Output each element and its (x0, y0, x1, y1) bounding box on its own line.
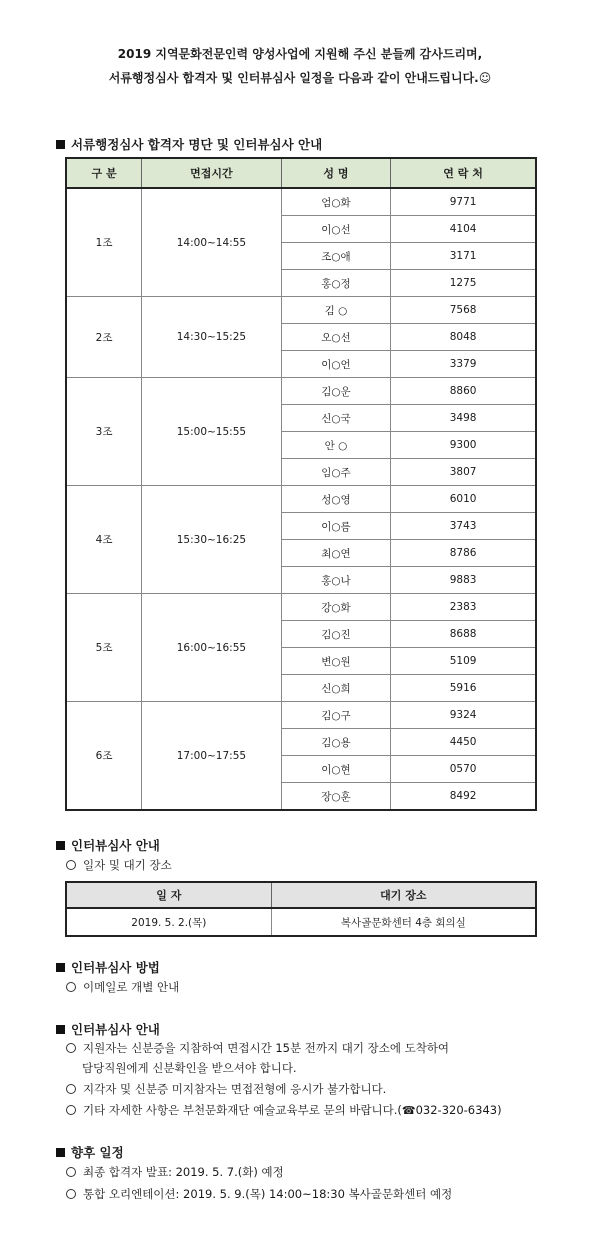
name-cell: 이○현 (281, 756, 390, 783)
name-cell: 안 ○ (281, 432, 390, 459)
name-cell: 김 ○ (281, 297, 390, 324)
square-bullet-icon (56, 963, 65, 972)
interview-date: 2019. 5. 2.(목) (66, 908, 271, 936)
circle-bullet-icon (66, 1105, 76, 1115)
section-title-results: 서류행정심사 합격자 명단 및 인터뷰심사 안내 (56, 135, 322, 153)
contact-cell: 3743 (391, 513, 536, 540)
name-cell: 김○운 (281, 378, 390, 405)
circle-bullet-icon (66, 1189, 76, 1199)
name-cell: 엄○화 (281, 188, 390, 216)
name-cell: 김○구 (281, 702, 390, 729)
name-cell: 신○희 (281, 675, 390, 702)
contact-phone: 032-320-6343) (415, 1103, 502, 1117)
name-cell: 이○름 (281, 513, 390, 540)
name-cell: 신○국 (281, 405, 390, 432)
time-cell: 15:30~16:25 (142, 486, 282, 594)
circle-bullet-icon (66, 1043, 76, 1053)
time-cell: 14:00~14:55 (142, 188, 282, 297)
waiting-table-header (66, 882, 536, 908)
table-row (66, 908, 536, 936)
table-row (66, 378, 536, 405)
contact-cell: 4104 (391, 216, 536, 243)
name-cell: 김○용 (281, 729, 390, 756)
contact-cell: 9300 (391, 432, 536, 459)
bullet-date-place: 일자 및 대기 장소 (66, 856, 172, 874)
bullet-method: 이메일로 개별 안내 (66, 978, 179, 996)
waiting-place: 복사골문화센터 4층 회의실 (271, 908, 536, 936)
bullet-guideline-2: 지각자 및 신분증 미지참자는 면접전형에 응시가 불가합니다. (66, 1080, 386, 1098)
group-cell: 5조 (66, 594, 142, 702)
group-cell: 3조 (66, 378, 142, 486)
table-row (66, 297, 536, 324)
contact-cell: 8492 (391, 783, 536, 811)
time-cell: 17:00~17:55 (142, 702, 282, 811)
intro-line-1: 2019 지역문화전문인력 양성사업에 지원해 주신 분들께 감사드리며, (117, 47, 483, 61)
name-cell: 강○화 (281, 594, 390, 621)
bullet-orientation: 통합 오리엔테이션: 2019. 5. 9.(목) 14:00~18:30 복사골문화센터 예정 (66, 1185, 452, 1203)
name-cell: 김○진 (281, 621, 390, 648)
contact-cell: 3498 (391, 405, 536, 432)
header-time: 면접시간 (142, 158, 282, 188)
name-cell: 변○원 (281, 648, 390, 675)
contact-cell: 3171 (391, 243, 536, 270)
intro-line-2: 서류행정심사 합격자 및 인터뷰심사 일정을 다음과 같이 안내드립니다.☺ (108, 71, 492, 85)
group-cell: 2조 (66, 297, 142, 378)
square-bullet-icon (56, 841, 65, 850)
contact-cell: 5916 (391, 675, 536, 702)
circle-bullet-icon (66, 860, 76, 870)
square-bullet-icon (56, 1148, 65, 1157)
group-cell: 6조 (66, 702, 142, 811)
time-cell: 16:00~16:55 (142, 594, 282, 702)
contact-cell: 8786 (391, 540, 536, 567)
contact-cell: 9771 (391, 188, 536, 216)
circle-bullet-icon (66, 1167, 76, 1177)
waiting-place-table (65, 881, 537, 937)
contact-cell: 8688 (391, 621, 536, 648)
contact-cell: 3807 (391, 459, 536, 486)
contact-cell: 8048 (391, 324, 536, 351)
bullet-guideline-3: 기타 자세한 사항은 부천문화재단 예술교육부로 문의 바랍니다.(☎032-320-6343) (66, 1101, 502, 1120)
bullet-final-announcement: 최종 합격자 발표: 2019. 5. 7.(화) 예정 (66, 1163, 284, 1181)
header-place: 대기 장소 (271, 882, 536, 908)
contact-cell: 8860 (391, 378, 536, 405)
time-cell: 14:30~15:25 (142, 297, 282, 378)
contact-cell: 2383 (391, 594, 536, 621)
name-cell: 홍○정 (281, 270, 390, 297)
name-cell: 조○애 (281, 243, 390, 270)
name-cell: 오○선 (281, 324, 390, 351)
circle-bullet-icon (66, 1084, 76, 1094)
contact-cell: 6010 (391, 486, 536, 513)
square-bullet-icon (56, 140, 65, 149)
group-cell: 1조 (66, 188, 142, 297)
header-date: 일 자 (66, 882, 271, 908)
contact-cell: 4450 (391, 729, 536, 756)
name-cell: 홍○나 (281, 567, 390, 594)
section-title-guidelines: 인터뷰심사 안내 (56, 1020, 160, 1038)
table-row (66, 702, 536, 729)
name-cell: 성○영 (281, 486, 390, 513)
header-name: 성 명 (281, 158, 390, 188)
name-cell: 임○주 (281, 459, 390, 486)
time-cell: 15:00~15:55 (142, 378, 282, 486)
contact-cell: 1275 (391, 270, 536, 297)
section-title-schedule: 향후 일정 (56, 1143, 124, 1161)
table-row (66, 486, 536, 513)
contact-cell: 5109 (391, 648, 536, 675)
name-cell: 이○언 (281, 351, 390, 378)
circle-bullet-icon (66, 982, 76, 992)
contact-cell: 0570 (391, 756, 536, 783)
contact-cell: 9883 (391, 567, 536, 594)
contact-cell: 9324 (391, 702, 536, 729)
results-table-header (66, 158, 536, 188)
contact-cell: 3379 (391, 351, 536, 378)
square-bullet-icon (56, 1025, 65, 1034)
table-row (66, 594, 536, 621)
results-table (65, 157, 537, 811)
bullet-guideline-1: 지원자는 신분증을 지참하여 면접시간 15분 전까지 대기 장소에 도착하여 (66, 1039, 449, 1057)
contact-cell: 7568 (391, 297, 536, 324)
name-cell: 이○선 (281, 216, 390, 243)
name-cell: 최○연 (281, 540, 390, 567)
intro-message (0, 42, 600, 90)
section-title-interview-info: 인터뷰심사 안내 (56, 836, 160, 854)
bullet-guideline-1-cont: 담당직원에게 신분확인을 받으셔야 합니다. (82, 1061, 297, 1075)
group-cell: 4조 (66, 486, 142, 594)
results-table-body (66, 188, 536, 810)
header-group: 구 분 (66, 158, 142, 188)
table-row (66, 188, 536, 216)
header-contact: 연 락 처 (391, 158, 536, 188)
name-cell: 장○훈 (281, 783, 390, 811)
section-title-method: 인터뷰심사 방법 (56, 958, 160, 976)
phone-icon: ☎ (401, 1104, 416, 1117)
